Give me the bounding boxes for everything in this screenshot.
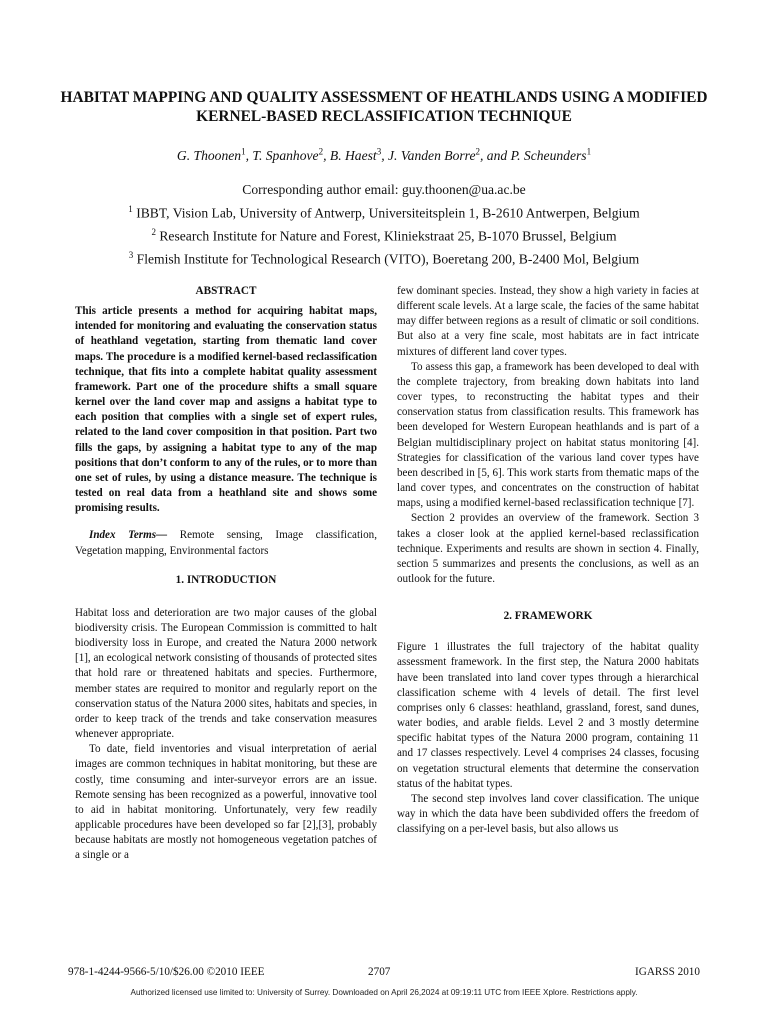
paper-title — [40, 88, 728, 126]
affiliations — [40, 180, 728, 269]
left-column — [75, 284, 377, 863]
footer-page-number: 2707 — [368, 966, 391, 978]
author-5: P. Scheunders$^1$ — [510, 146, 592, 163]
index-terms-text: Remote sensing, Image classification, Vegetation mapping, Environmental factors — [75, 529, 377, 557]
license-disclaimer: Authorized licensed use limited to: University of Surrey. Downloaded on April 26,2024 at 09:19:11 UTC from IEEE Xplore. Restrictions apply. — [130, 988, 638, 997]
intro-paragraph-4: To assess this gap, a framework has been developed to deal with the complete trajectory, from breaking down habitats into land cover types, to reconstructing the habitat types and their conservation status from classification results. This framework has been developed for Western European heathlands and is part of a Belgian multidisciplinary project on habitat status monitoring [4]. Strategies for classification of the various land cover types have been described in [5, 6]. This work starts from thematic maps of the land cover types, and concentrates on the construction of habitat maps, using a modified kernel-based reclassification technique [7]. — [397, 360, 699, 510]
footer-conference: IGARSS 2010 — [635, 966, 700, 978]
index-terms-label: Index Terms— — [89, 529, 168, 542]
section-2-heading: 2. FRAMEWORK — [503, 610, 593, 623]
intro-paragraph-3: few dominant species. Instead, they show a high variety in facies at different scale levels. At a large scale, the facies of the same habitat may differ between regions as a result of climatic or soil conditions. But also at a very fine scale, most habitats are in fact intricate mixtures of different land cover types. — [397, 285, 699, 358]
intro-paragraph-5: Section 2 provides an overview of the framework. Section 3 takes a closer look at the applied kernel-based reclassification technique. Experiments and results are shown in section 4. Finally, section 5 summarizes and presents the conclusions, as well as an outlook for the future. — [397, 512, 699, 585]
affiliation-3: $^3$ Flemish Institute for Technological Research (VITO), Boeretang 200, B-2400 Mol, Belgium — [128, 249, 640, 267]
title-line-2: KERNEL-BASED RECLASSIFICATION TECHNIQUE — [196, 108, 572, 125]
title-line-1: HABITAT MAPPING AND QUALITY ASSESSMENT OF HEATHLANDS USING A MODIFIED — [60, 89, 708, 106]
abstract-heading: ABSTRACT — [195, 285, 257, 297]
footer-isbn: 978-1-4244-9566-5/10/$26.00 ©2010 IEEE — [68, 966, 265, 978]
corresponding-author: Corresponding author email: guy.thoonen@ua.ac.be — [242, 182, 526, 197]
right-column — [397, 284, 699, 837]
index-terms — [75, 528, 377, 558]
section-1-heading: 1. INTRODUCTION — [175, 573, 277, 586]
affiliation-1: $^1$ IBBT, Vision Lab, University of Antwerp, Universiteitsplein 1, B-2610 Antwerpen, Belgium — [128, 203, 640, 221]
affiliation-2: $^2$ Research Institute for Nature and Forest, Kliniekstraat 25, B-1070 Brussel, Belgium — [151, 226, 617, 244]
author-4: J. Vanden Borre$^2$, and — [388, 146, 511, 163]
intro-paragraph-1: Habitat loss and deterioration are two major causes of the global biodiversity crisis. The European Commission is committed to halt biodiversity loss in Europe, and created the Natura 2000 network [1], an ecological network consisting of thousands of protected sites that hold rare or threatened habitats and species. Furthermore, member states are required to monitor and regularly report on the conservation status of the Natura 2000 sites, habitats and species, in order to keep track of the trends and take conservation measures whenever appropriate. — [75, 606, 377, 741]
framework-paragraph-2: The second step involves land cover classification. The unique way in which the data have been subdivided offers the freedom of classifying on a per-level basis, but also allows us — [397, 792, 699, 836]
intro-paragraph-2: To date, field inventories and visual interpretation of aerial images are common techniques in habitat monitoring, but these are costly, time consuming and inter-surveyor errors are an issue. Remote sensing has been recognized as a powerful, innovative tool to aid in habitat monitoring. Unfortunately, very few readily applicable procedures have been developed so far [2],[3], probably because habitats are mostly not homogeneous vegetation patches of a single or a — [75, 743, 377, 862]
author-2: T. Spanhove$^2$, — [252, 146, 330, 163]
author-list — [40, 146, 728, 164]
abstract-text: This article presents a method for acquiring habitat maps, intended for monitoring and evaluating the conservation status of heathland vegetation, starting from thematic land cover maps. The procedure is a modified kernel-based reclassification technique, that fits into a complete habitat quality assessment framework. Part one of the procedure shifts a small square kernel over the land cover map and assigns a habitat type to each position that complies with a single set of expert rules, related to the land cover composition in that position. Part two fills the gaps, by assigning a habitat type to any of the map positions that don’t conform to any of the rules, or to more than one set of rules, by using a distance measure. The technique is tested on real data from a heathland site and shows some promising results. — [75, 305, 377, 515]
author-3: B. Haest$^3$, — [329, 146, 389, 163]
author-1: G. Thoonen$^1$, — [176, 146, 253, 163]
framework-paragraph-1: Figure 1 illustrates the full trajectory of the habitat quality assessment framework. In the first step, the Natura 2000 habitats have been translated into land cover types through a hierarchical classification scheme with 4 levels of detail. The first level comprises only 6 classes: heathland, grassland, forest, sand dunes, water bodies, and arable fields. Level 2 and 3 mostly determine specific habitat types of the Natura 2000 program, containing 11 and 17 classes respectively. Level 4 comprises 24 classes, focusing on vegetation structural elements that determine the conservation status of the habitat types. — [397, 641, 699, 790]
